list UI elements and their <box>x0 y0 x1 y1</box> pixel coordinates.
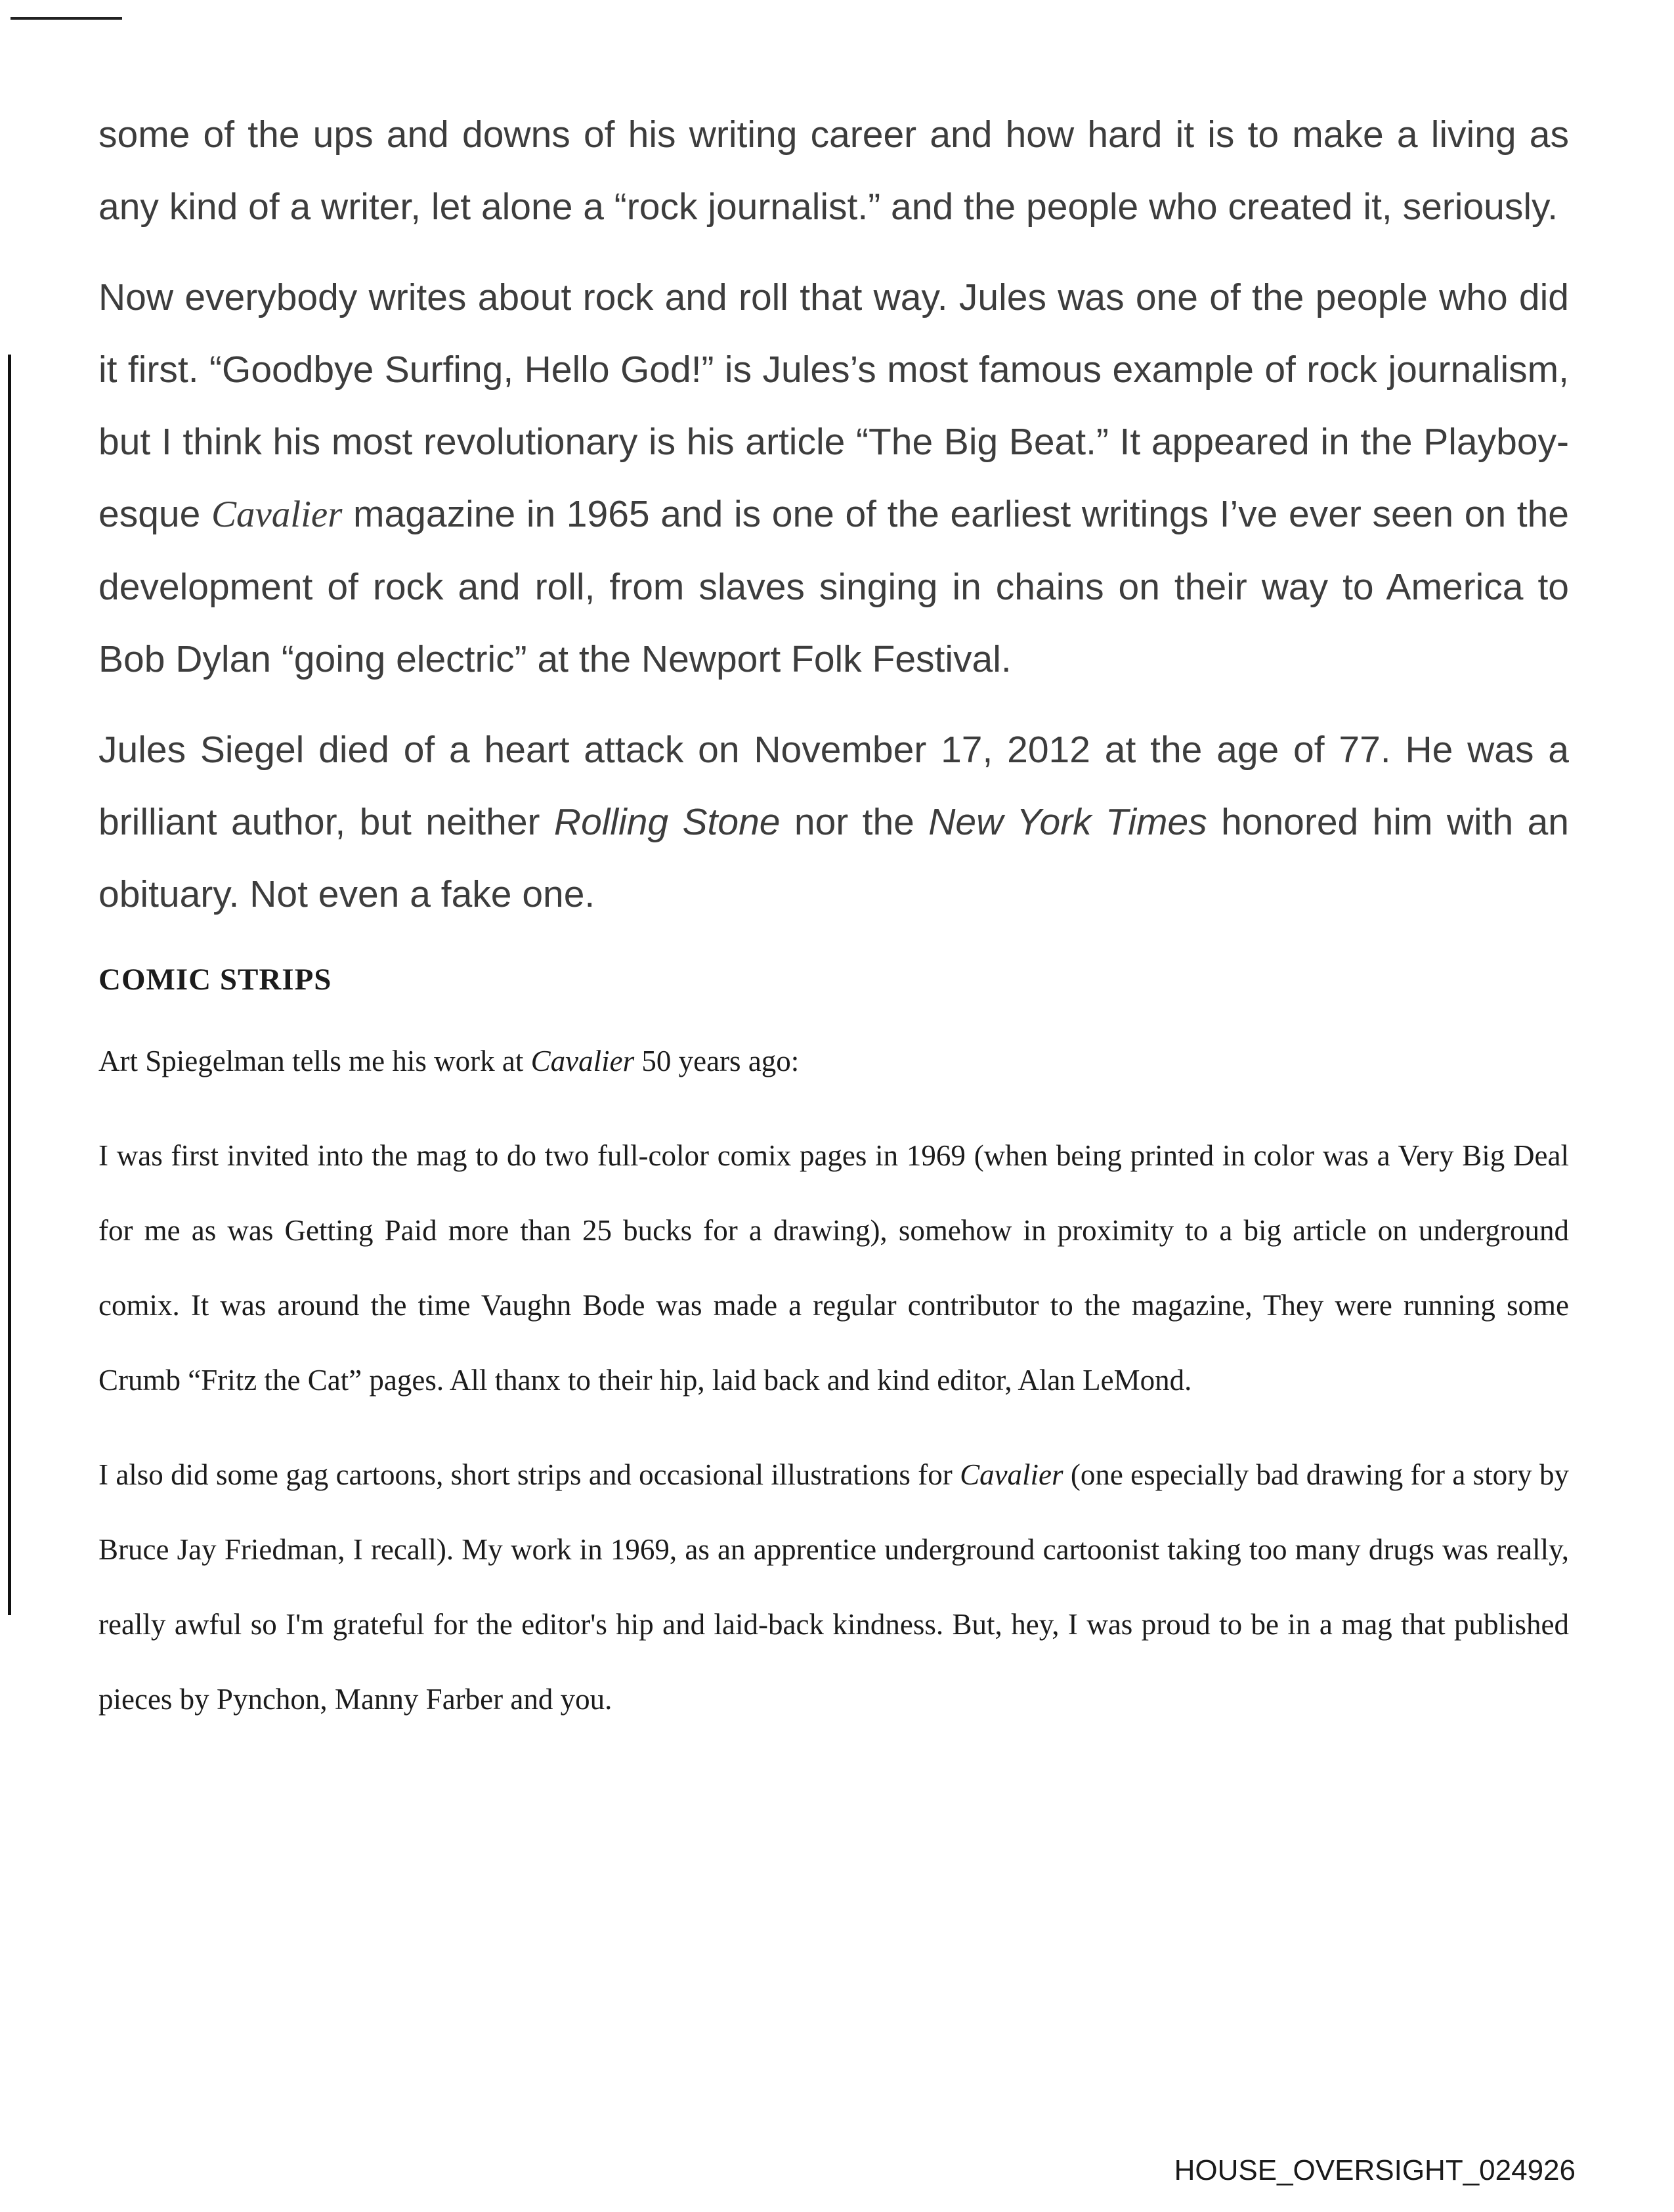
body-text: 50 years ago: <box>634 1045 800 1077</box>
italic-cavalier-title: Cavalier <box>211 494 343 535</box>
italic-cavalier-title: Cavalier <box>530 1045 635 1077</box>
body-text: Art Spiegelman tells me his work at <box>98 1045 531 1077</box>
section-heading-comic-strips: COMIC STRIPS <box>98 963 332 997</box>
scan-edge-artifact-top <box>11 17 122 20</box>
body-text: I also did some gag cartoons, short strips and occasional illustrations for <box>98 1458 960 1491</box>
body-text: (one especially bad drawing for a story by Bruce Jay Friedman, I recall). My work in 1969, as an apprentice underground cartoonist taking too many drugs was really, really awful so I'm grateful for the editor's hip and laid-back kindness. But, hey, I was proud to be in a mag that published pieces by Pynchon, Manny Farber and you. <box>98 1458 1569 1716</box>
body-text: some of the ups and downs of his writing career and how hard it is to make a living as any kind of a writer, let alone a “rock journalist.” and the people who created it, seriously. <box>98 114 1569 228</box>
serif-text-section <box>98 1024 1569 1737</box>
paragraph-jules-siegel-death <box>98 714 1569 930</box>
italic-rolling-stone-title: Rolling Stone <box>553 801 781 843</box>
paragraph-rock-journalism <box>98 261 1569 695</box>
bates-stamp: HOUSE_OVERSIGHT_024926 <box>1174 2154 1576 2186</box>
body-text: Jules Siegel died of a heart attack on November 17, 2012 at the age of 77. He was a brilliant author, but neither <box>98 729 1569 843</box>
paragraph-spiegelman-quote-1 <box>98 1118 1569 1418</box>
body-text: honored him with an obituary. Not even a fake one. <box>98 801 1569 915</box>
scan-edge-artifact-left <box>8 355 11 1615</box>
sans-text-section <box>98 98 1569 930</box>
body-text: I was first invited into the mag to do two full-color comix pages in 1969 (when being printed in color was a Very Big Deal for me as was Getting Paid more than 25 bucks for a drawing), somehow in proximity to a big article on underground comix. It was around the time Vaughn Bode was made a regular contributor to the magazine, They were running some Crumb “Fritz the Cat” pages. All thanx to their hip, laid back and kind editor, Alan LeMond. <box>98 1139 1569 1397</box>
paragraph-spiegelman-intro <box>98 1024 1569 1098</box>
paragraph-spiegelman-quote-2 <box>98 1437 1569 1737</box>
italic-cavalier-title: Cavalier <box>960 1458 1063 1491</box>
body-text: nor the <box>780 801 929 843</box>
italic-new-york-times-title: New York Times <box>928 801 1207 843</box>
paragraph-writing-career <box>98 98 1569 243</box>
body-text: Now everybody writes about rock and roll that way. Jules was one of the people who did it first. “Goodbye Surfing, Hello God!” is Jules’s most famous example of rock journalism, but I think his most revolutionary is his article “The Big Beat.” It appeared in the Playboy-esque <box>98 276 1569 535</box>
body-text: magazine in 1965 and is one of the earliest writings I’ve ever seen on the development of rock and roll, from slaves singing in chains on their way to America to Bob Dylan “going electric” at the Newport Folk Festival. <box>98 493 1569 680</box>
